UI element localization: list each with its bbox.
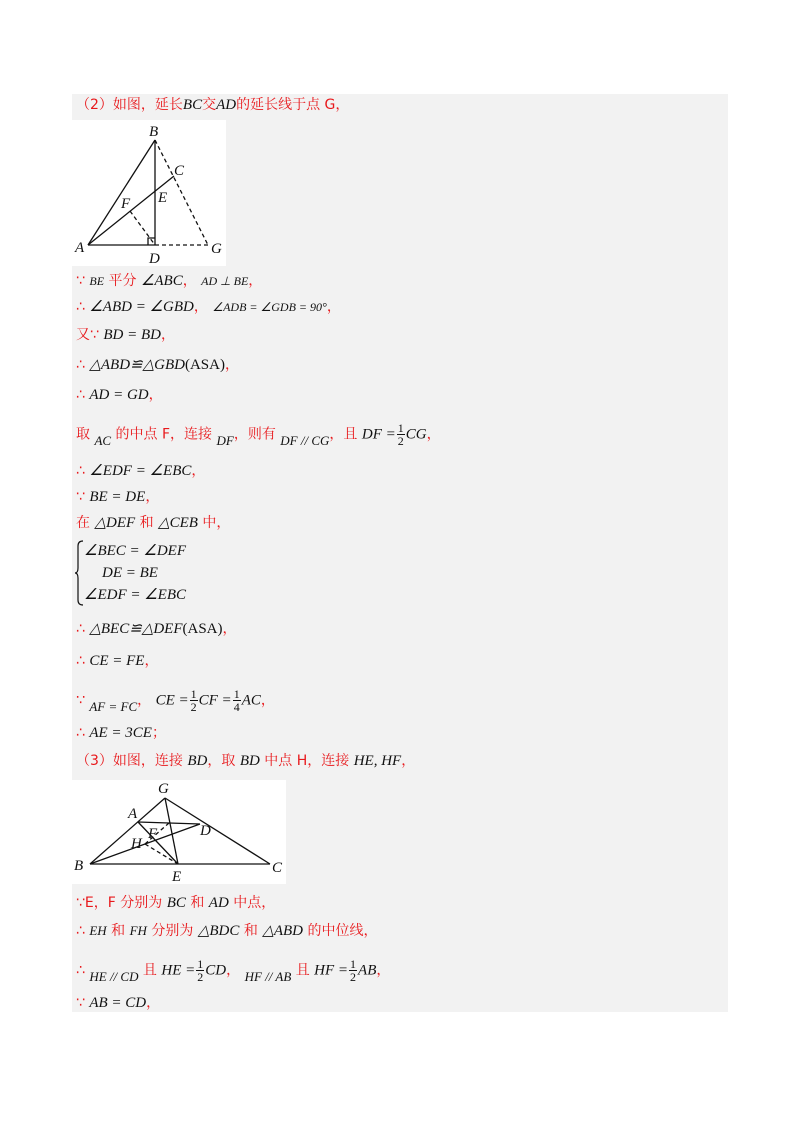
text: ， xyxy=(248,273,263,289)
text: 又∵ xyxy=(76,327,104,343)
line-17 xyxy=(76,922,377,940)
label-H: H xyxy=(131,836,142,852)
math: DE = BE xyxy=(102,565,158,581)
label-F: F xyxy=(121,196,131,212)
math: CF = xyxy=(198,692,232,709)
math: AE = 3CE xyxy=(89,725,152,741)
text: ， xyxy=(260,692,275,709)
math: AC xyxy=(94,432,112,448)
edge-FD xyxy=(130,211,155,245)
line-18 xyxy=(76,958,390,983)
math: AB xyxy=(358,962,377,979)
figure-1 xyxy=(72,120,226,266)
label-D: D xyxy=(200,823,211,839)
math: AD xyxy=(208,895,229,911)
text: ∵ xyxy=(76,273,90,289)
math: HF // AB xyxy=(244,968,292,984)
fraction: $\frac{1}{4}$ xyxy=(233,687,240,714)
line-19 xyxy=(76,994,160,1012)
text: ， xyxy=(426,426,441,443)
label-B: B xyxy=(149,124,159,140)
label-E: E xyxy=(158,190,168,206)
text: ， xyxy=(222,621,237,637)
label-D: D xyxy=(149,251,160,266)
label-F: F xyxy=(148,826,158,842)
text: ； xyxy=(151,725,166,741)
math: ∠EDF = ∠EBC xyxy=(84,587,187,603)
line-11 xyxy=(76,620,237,638)
line-16 xyxy=(76,894,275,912)
math: ∠ABD = ∠GBD xyxy=(89,299,194,315)
line-3 xyxy=(76,298,341,316)
system-row-2 xyxy=(102,564,158,582)
line-4 xyxy=(76,326,175,344)
math: ∠BEC = ∠DEF xyxy=(84,543,187,559)
math: HE = xyxy=(161,962,196,979)
text: 的中点 F，连接 xyxy=(111,426,217,443)
fraction: $\frac{1}{2}$ xyxy=(397,421,404,448)
text: ， xyxy=(144,653,159,669)
text: ，取 xyxy=(207,753,240,769)
math: BD xyxy=(187,753,208,769)
text: ， xyxy=(224,357,239,373)
math: △CEB xyxy=(158,515,198,531)
line-8 xyxy=(76,462,205,480)
text: （3）如图，连接 xyxy=(76,753,188,769)
math: FH xyxy=(129,923,147,938)
text: 且 xyxy=(138,962,162,979)
text: ∵E，F 分别为 xyxy=(76,895,167,911)
math: ∠EDF = ∠EBC xyxy=(89,463,192,479)
figure-2 xyxy=(72,780,286,884)
label-C: C xyxy=(272,860,283,876)
math: CE = xyxy=(155,692,189,709)
right-angle-mark xyxy=(148,238,155,245)
text: ， xyxy=(326,299,341,315)
text: 和 xyxy=(106,923,130,939)
label-A: A xyxy=(75,240,85,256)
math: HE, HF xyxy=(353,753,402,769)
text: ∴ xyxy=(76,299,90,315)
text: ，且 xyxy=(329,426,362,443)
figure-1-svg xyxy=(72,120,226,266)
text: 中， xyxy=(197,515,231,531)
edge-GE xyxy=(165,798,178,864)
label-G: G xyxy=(158,781,169,797)
math: BD = BD xyxy=(103,327,161,343)
text: ， xyxy=(193,299,213,315)
line-7 xyxy=(76,422,441,447)
line-9 xyxy=(76,488,159,506)
text: 和 xyxy=(239,923,263,939)
label-G: G xyxy=(211,241,222,257)
text: 在 xyxy=(76,515,95,531)
text: 平分 xyxy=(104,273,141,289)
line-6 xyxy=(76,386,163,404)
math: AD xyxy=(216,97,237,113)
text: ， xyxy=(226,962,245,979)
math: CE = FE xyxy=(89,653,145,669)
math: DF // CG xyxy=(280,432,330,448)
text: ∴ xyxy=(76,463,90,479)
text: ， xyxy=(137,692,156,709)
text: 的中位线， xyxy=(303,923,378,939)
math: DF xyxy=(216,432,234,448)
text: 取 xyxy=(76,426,95,443)
math: AD ⊥ BE xyxy=(201,274,249,288)
line-1 xyxy=(76,96,349,114)
text: ∴ xyxy=(76,725,90,741)
math: CG xyxy=(405,426,427,443)
math: DF = xyxy=(361,426,396,443)
math: ∠ADB = ∠GDB = 90° xyxy=(212,300,327,314)
text: 交 xyxy=(202,97,217,113)
math: △ABD≌△GBD xyxy=(89,357,185,373)
text: ∴ xyxy=(76,653,90,669)
label-C: C xyxy=(174,163,185,179)
math: HE // CD xyxy=(89,968,139,984)
text: 和 xyxy=(135,515,159,531)
system-row-1 xyxy=(84,542,186,560)
text: ， xyxy=(182,273,202,289)
line-10 xyxy=(76,514,230,532)
text: ∴ xyxy=(76,962,90,979)
math: AB = CD xyxy=(89,995,147,1011)
line-13 xyxy=(76,688,275,713)
math: HF = xyxy=(314,962,349,979)
text: ， xyxy=(146,995,161,1011)
math: BE xyxy=(89,274,105,288)
text: 分别为 xyxy=(146,923,198,939)
math: BC xyxy=(182,97,203,113)
label-A: A xyxy=(128,806,138,822)
math: (ASA) xyxy=(182,621,223,637)
text: 的延长线于点 G， xyxy=(236,97,350,113)
label-B: B xyxy=(74,858,84,874)
math: AD = GD xyxy=(89,387,149,403)
text: ∵ xyxy=(76,692,90,709)
math: AC xyxy=(241,692,261,709)
edge-AC xyxy=(88,176,174,245)
text: 和 xyxy=(185,895,209,911)
math: BC xyxy=(166,895,186,911)
math: BD xyxy=(239,753,260,769)
text: ， xyxy=(401,753,416,769)
math: △BEC≌△DEF xyxy=(89,621,183,637)
figure-2-svg xyxy=(72,780,286,884)
text: ∴ xyxy=(76,357,90,373)
line-14 xyxy=(76,724,166,742)
text: ， xyxy=(376,962,391,979)
system-row-3 xyxy=(84,586,186,604)
text: ∵ xyxy=(76,995,90,1011)
edge-AB xyxy=(88,140,155,245)
system-brace xyxy=(74,540,84,606)
line-2 xyxy=(76,272,262,290)
math: △BDC xyxy=(197,923,240,939)
label-E: E xyxy=(172,869,182,884)
math: △ABD xyxy=(262,923,304,939)
text: ， xyxy=(191,463,206,479)
fraction: $\frac{1}{2}$ xyxy=(190,687,197,714)
text: ，则有 xyxy=(233,426,281,443)
fraction: $\frac{1}{2}$ xyxy=(197,957,204,984)
line-12 xyxy=(76,652,158,670)
text: ∵ xyxy=(76,489,90,505)
text: ， xyxy=(145,489,160,505)
text: ， xyxy=(160,327,175,343)
math: ∠ABC xyxy=(140,273,183,289)
math: EH xyxy=(89,923,107,938)
text: ， xyxy=(148,387,163,403)
math: △DEF xyxy=(94,515,136,531)
text: 中点， xyxy=(228,895,276,911)
text: ∴ xyxy=(76,621,90,637)
text: ∴ xyxy=(76,387,90,403)
math: AF = FC xyxy=(89,698,138,714)
line-5 xyxy=(76,356,239,374)
math: CD xyxy=(205,962,227,979)
text: ∴ xyxy=(76,923,90,939)
text: 且 xyxy=(291,962,315,979)
text: （2）如图，延长 xyxy=(76,97,183,113)
math: BE = DE xyxy=(89,489,146,505)
line-15 xyxy=(76,752,415,770)
edge-AE xyxy=(138,822,178,864)
text: 中点 H，连接 xyxy=(259,753,354,769)
math: (ASA) xyxy=(184,357,225,373)
fraction: $\frac{1}{2}$ xyxy=(350,957,357,984)
